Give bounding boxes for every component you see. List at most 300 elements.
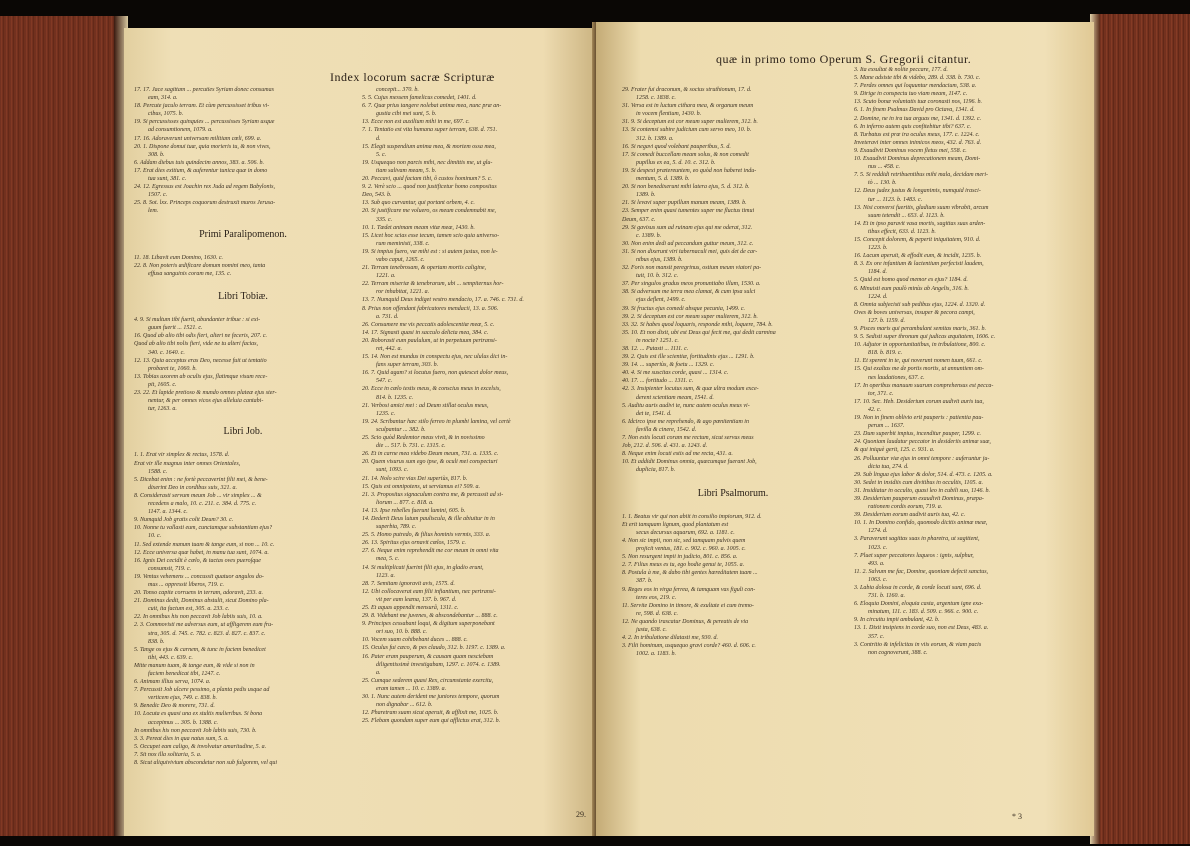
index-entry-line: 3. 3. Pereat dies in qua natus sum, 5. a.: [134, 735, 229, 742]
index-entry-line: 17. Si comedi buccellam meam solus, & non comedit: [622, 151, 749, 158]
index-entry-line: projicit ventus, 181. c. 902. c. 960. a. 1005. c.: [636, 546, 746, 553]
index-entry-line: 19. 24. Scribantur hæc stilo ferreo in plumbi lamina, vel certè: [362, 418, 511, 425]
index-entry-line: 11. Servite Domino in timore, & exultate ei cum tremo-: [622, 602, 754, 609]
index-entry-line: suum tetendit ... 653. d. 1123. b.: [868, 212, 945, 219]
index-entry-line: 14. 13. Ipse rebelles fuerunt lumini, 605. b.: [362, 507, 466, 514]
index-entry-line: rationem cordis eorum, 719. a.: [868, 504, 943, 511]
index-entry-line: 26. 13. Spiritus ejus ornavit cœlos, 1579. c.: [362, 540, 466, 547]
index-entry-line: 39. Si fructus ejus comedi absque pecunia, 1499. c.: [622, 305, 745, 312]
index-entry-line: tur, 1263. a.: [148, 406, 177, 413]
index-entry-line: 11. Et sperent in te, qui noverunt nomen tuum, 661. c.: [854, 358, 983, 365]
index-entry-line: [134, 308, 352, 316]
index-entry-line: 9. 5. Sedisti super thronum qui judicas æquitatem, 1606. c.: [854, 334, 996, 341]
index-entry-line: 3. Paraverunt sagittas suas in pharetra, ut sagittent,: [854, 536, 980, 543]
right-page-edges: [1090, 14, 1190, 844]
index-entry-line: [134, 278, 352, 286]
index-entry-line: 11. 18. Libavit eum Domino, 1630. c.: [134, 254, 224, 261]
index-entry-line: fans super terram, 303. b.: [376, 362, 439, 369]
index-entry-line: cibus, 1075. b.: [148, 111, 184, 118]
index-entry-line: 1507. c.: [148, 192, 168, 199]
index-entry-line: 21. Terram tenebrosam, & opertam mortis caligine,: [362, 265, 487, 272]
index-entry-line: 1224. d.: [868, 293, 888, 300]
index-entry-line: nibus ejus, 1389. b.: [636, 256, 683, 263]
index-entry-line: 1. 1. Erat vir simplex & rectus, 1578. d.: [134, 452, 230, 459]
index-entry-line: 20. Tonso capite corruens in terram, adoravit, 233. a.: [134, 590, 263, 597]
index-entry-line: 838. b.: [148, 638, 165, 645]
index-entry-line: 1258. c. 1838. c.: [636, 95, 676, 102]
index-entry-line: 39. 2. Si deceptum est cor meum super mulierem, 312. b.: [622, 313, 758, 320]
index-entry-line: non dignabar ... 612. b.: [376, 702, 433, 709]
index-entry-line: sculpantur ... 382. b.: [376, 426, 426, 433]
index-entry-line: 15. Licet hoc scias esse tecum, tamen scio quia universo-: [362, 232, 500, 239]
index-entry-line: 5. Quid est homo quod memor es ejus? 1184. d.: [854, 277, 968, 284]
index-entry-line: 19. Si percussisses quinquies ... percussisses Syriam usque: [134, 119, 275, 126]
index-entry-line: 28. 7. Semitam ignoravit avis, 1575. d.: [362, 580, 455, 587]
index-entry-line: 29. Frater fui draconum, & socius struthionum, 17. d.: [622, 87, 752, 93]
index-entry-line: 32. Foris non mansit peregrinus, ostium meum viatori pa-: [622, 265, 762, 272]
index-entry-line: 12. Pharetram suam sicut aperuit, & afflixit me, 1025. b.: [362, 710, 499, 717]
index-entry-line: 10. c.: [148, 533, 162, 540]
index-entry-line: mea, 5. c.: [376, 556, 400, 563]
index-entry-line: 1. 1. Beatus vir qui non abiit in consilio impiorum, 912. d.: [622, 513, 762, 520]
index-entry-line: Oves & boves universas, insuper & pecora campi,: [854, 309, 975, 316]
index-entry-line: 5. Non resurgent impii in judicio, 801. c. 856. a.: [622, 554, 738, 561]
index-entry-line: 25. 5. Homo putredo, & filius hominis vermis, 333. a.: [362, 532, 491, 539]
index-entry-line: 814. b. 1235. c.: [376, 394, 414, 401]
left-running-head: Index locorum sacræ Scripturæ: [330, 70, 495, 84]
index-entry-line: 2. Domine, ne in ira tua arguas me, 1341. d. 1392. c.: [854, 115, 982, 122]
index-entry-line: 10. Adjutor in opportunitatibus, in tribulatione, 800. c.: [854, 342, 986, 349]
index-entry-line: concepit... 370. b.: [376, 87, 419, 93]
index-entry-line: tuit, 10. b. 312. c.: [636, 273, 679, 280]
index-entry-line: re, 598. d. 638. c.: [636, 610, 678, 617]
index-entry-line: 5. Auditu auris audivi te, nunc autem oculus meus vi-: [622, 402, 750, 409]
index-entry-line: 39. Desiderium eorum audivit auris tua, 42. c.: [854, 512, 966, 519]
index-entry-line: 7. 5. Si reddidi retribuentibus mihi mala, decidam meri-: [854, 172, 989, 179]
index-entry-line: 25. Et aquas appendit mensurâ, 1311. c.: [362, 605, 459, 611]
index-entry-line: tibus effecit, 633. d. 1123. b.: [868, 228, 936, 235]
index-entry-line: superbia, 789. c.: [376, 524, 417, 531]
index-entry-line: gustia cibi mei sunt, 5. b.: [376, 111, 437, 118]
index-entry-line: Mitte manum tuam, & tange eum, & vide si non in: [134, 662, 255, 669]
section-heading: Libri Job.: [223, 426, 263, 438]
index-entry-line: 1184. d.: [868, 269, 888, 276]
index-entry-line: 42. 3. Insipienter locutus sum, & quæ ultra modum exce-: [622, 386, 759, 393]
section-heading: Libri Tobiæ.: [218, 291, 268, 303]
index-entry-line: 8. Postula à me, & dabo tibi gentes hæreditatem tuam ...: [622, 570, 758, 577]
index-entry-line: c. 1389. b.: [636, 232, 662, 239]
index-entry-line: 10. 1. In Domino confido, quomodo dicitis animæ meæ,: [854, 520, 988, 527]
section-heading: Libri Psalmorum.: [697, 487, 769, 499]
index-entry-line: d.: [376, 135, 381, 142]
index-entry-line: 312. b. 1389. a.: [636, 135, 674, 142]
index-entry-line: 19. Ventus vehemens ... concussit quatuor angulos do-: [134, 573, 264, 580]
index-entry-line: 14. Dederit Deus lutum pauliscula, & ille abiuitur in in: [362, 515, 495, 522]
index-entry-line: 17. 16. Adoraverunt universam militiam cœli, 699. a.: [134, 135, 262, 142]
index-entry-line: 357. c.: [868, 633, 885, 640]
index-entry-line: 25. 8. Sot. lxx. Princeps coquorum destruxit muros Jerusa-: [134, 200, 276, 207]
index-entry-line: ori suo, 10. b. 888. c.: [376, 629, 427, 636]
index-entry-line: cuit, ita factum est, 305. a. 233. c.: [148, 606, 230, 613]
index-entry-line: 13. Ecce non est auxilium mihi in me, 697. c.: [362, 119, 470, 126]
index-entry-line: 27. 6. Neque enim reprehendit me cor meum in omni vita: [362, 548, 499, 555]
index-entry-line: 6. In inferno autem quis confitebitur tibi? 637. c.: [854, 123, 972, 130]
index-entry-line: 21. Dominus dedit, Dominus abstulit, sicut Domino pla-: [134, 598, 269, 605]
index-entry-line: 15. Elegit suspendium anima mea, & mortem ossa mea,: [362, 143, 496, 150]
index-entry-line: [622, 475, 844, 483]
index-entry-line: 8. Considerasti servum meum Job ... vir simplex ... &: [134, 492, 262, 499]
index-entry-line: 14. Et in ipso paravit vasa mortis, sagittas suas arden-: [854, 220, 986, 227]
index-entry-line: 19. Si impius fuero, væ mihi est : si autem justus, non le-: [362, 248, 498, 255]
index-entry-line: 9. Reges eos in virga ferrea, & tamquam vas figuli con-: [622, 586, 756, 593]
index-entry-line: a. 731. d.: [376, 313, 399, 320]
index-entry-line: 25. Flebam quondam super eum qui afflictus erat, 312. b.: [362, 718, 501, 725]
index-entry-line: 1221. a.: [376, 273, 396, 280]
index-entry-line: consumsit, 719. c.: [148, 565, 192, 572]
index-entry-line: ejus deflent, 1499. c.: [636, 297, 686, 304]
index-entry-line: 12. Ne quando irascatur Dominus, & pereatis de via: [622, 618, 749, 625]
index-entry-line: 15. Qui exaltas me de portis mortis, ut annuntiem om-: [854, 366, 984, 373]
index-entry-line: die ... 517. b. 731. c. 1315. c.: [376, 443, 446, 450]
index-entry-line: 8. Turbatus est præ ira oculus meus, 177. c. 1224. c.: [854, 131, 980, 138]
index-entry-line: 16. 7. Quid agam? si locutus fuero, non quiescet dolor meus,: [362, 370, 509, 377]
index-entry-line: vabo caput, 1265. c.: [376, 256, 425, 263]
index-entry-line: 1274. d.: [868, 528, 888, 535]
index-entry-line: 7. Non estis locuti coram me rectum, sicut servus meus: [622, 435, 754, 442]
index-entry-line: 22. Terram miseriæ & tenebrarum, ubi ... sempiternus hor-: [362, 281, 504, 288]
index-entry-line: derent scientiam meam, 1541. d.: [636, 394, 714, 401]
index-entry-line: 10. Et addidit Dominus omnia, quæcumque fuerant Job,: [622, 459, 757, 466]
index-entry-line: 387. b.: [636, 578, 653, 585]
index-entry-line: 340. c. 1640. c.: [148, 349, 185, 356]
index-entry-line: 10. 1. Tædet animam meam vitæ meæ, 1430. b.: [362, 224, 475, 231]
index-entry-line: 24. 12. Egressus est Joachin rex Juda ad regem Babylonis,: [134, 184, 275, 191]
index-entry-line: 25. Cumque sederem quasi Rex, circumstante exercitu,: [362, 677, 494, 684]
index-entry-line: probaret te, 1060. b.: [148, 365, 197, 372]
index-entry-line: 3. Filii hominum, usquequo gravi corde? 460. d. 606. c.: [622, 643, 756, 650]
index-entry-line: pupillus ex ea, 5. d. 10. c. 312. b.: [636, 159, 716, 166]
index-entry-line: 15. Quis est omnipotens, ut serviamus ei? 509. a.: [362, 483, 480, 490]
index-entry-line: Job, 212. d. 506. d. 431. a. 1243. d.: [622, 443, 708, 450]
index-entry-line: 13. Scuto bonæ voluntatis tuæ coronasti nos, 1196. b.: [854, 99, 983, 106]
index-entry-line: ad consumtionem, 1079. a.: [148, 127, 213, 134]
index-entry-line: 1063. c.: [868, 576, 888, 583]
index-entry-line: 3. Contritio & infelicitas in viis eorum, & viam pacis: [854, 641, 982, 648]
index-entry-line: 17. 17. Jace sagittam ... percuties Syriam donec consumas: [134, 87, 274, 93]
index-entry-line: verticem ejus, 749. c. 838. b.: [148, 695, 217, 702]
index-entry-line: 5. Occupet eam caligo, & involvatur amaritudine, 5. a.: [134, 743, 267, 750]
index-entry-line: 21. Si levavi super pupillum manum meam, 1389. b.: [622, 200, 747, 207]
index-entry-line: 11. Sed extende manum tuam & tange eum, si non ... 10. c.: [134, 541, 275, 548]
left-column-2: [362, 86, 586, 725]
index-entry-line: secus decursus aquarum, 692. a. 1181. c.: [636, 529, 735, 536]
left-page: [124, 28, 600, 836]
index-entry-line: 4. 2. In tribulatione dilatasti me, 930. d.: [622, 635, 718, 642]
index-entry-line: 9. 2. Verè scio ... quod non justificetur homo compositus: [362, 184, 497, 191]
index-entry-line: stra, 305. d. 745. c. 782. c. 823. d. 827. c. 837. c.: [148, 630, 266, 637]
index-entry-line: 11. 2. Salvum me fac, Domine, quoniam defecit sanctus,: [854, 568, 989, 575]
index-entry-line: 17. 10. Sec. Heb. Desiderium corum audivit auris tua,: [854, 398, 984, 405]
index-entry-line: Deum, 637. c.: [622, 216, 656, 223]
index-entry-line: justa, 638. c.: [636, 627, 667, 633]
index-entry-line: nes laudationes, 637. c.: [868, 374, 925, 381]
index-entry-line: dixerint Deo in cordibus suis, 321. a.: [148, 484, 237, 491]
index-entry-line: 10. Vocem suam cohibebant duces ... 888. c.: [362, 637, 468, 644]
index-entry-line: 7. Sit nox illa solitaria, 5. a.: [134, 751, 202, 758]
index-entry-line: [134, 413, 352, 421]
index-entry-line: dicia tua, 274. d.: [868, 463, 909, 470]
index-entry-line: 13. 7. Numquid Deus indiget vestro mendacio, 17. a. 746. c. 731. d.: [362, 297, 524, 304]
index-entry-line: 40. 4. Si me suscitas corde, quasi ... 1314. c.: [622, 370, 729, 377]
index-entry-line: 335. c.: [376, 216, 393, 223]
index-entry-line: 9. Principes cessabant loqui, & digitum superponebant: [362, 621, 495, 628]
index-entry-line: 17. In operibus manuum suarum comprehensus est pecca-: [854, 382, 994, 389]
index-entry-line: 4. Non sic impii, non sic, sed tamquam pulvis quem: [622, 537, 746, 544]
index-entry-line: [134, 443, 352, 451]
index-entry-line: 23. Semper enim quasi tumentes super me fluctus timui: [622, 208, 755, 215]
index-entry-line: 30. Non enim dedi ad peccandum guttur meum, 312. c.: [622, 240, 754, 247]
index-entry-line: 39. Desiderium pauperum exaudivit Dominus, præpa-: [854, 495, 984, 502]
index-entry-line: faciem benedicat tibi, 1247. c.: [148, 671, 221, 677]
index-entry-line: 6. Eloquia Domini, eloquia casta, argentum igne exa-: [854, 601, 984, 608]
index-entry-line: 20. Quem visurus sum ego ipse, & oculi mei conspecturi: [362, 459, 498, 466]
index-entry-line: 17. Erat dies exitium, & auferentur tunica quæ in domo: [134, 167, 268, 174]
right-column-1: [622, 86, 844, 658]
index-entry-line: 31. Si non dixerunt viri tabernaculi mei, quis det de car-: [622, 248, 758, 255]
index-entry-line: tur ... 1123. b. 1483. c.: [868, 196, 923, 203]
index-entry-line: 19. Non in finem oblivio erit pauperis : patientia pau-: [854, 415, 984, 422]
index-entry-line: 5. c.: [376, 151, 387, 158]
index-entry-line: 6. Minuisti eum paulò minùs ab Angelis, 316. b.: [854, 285, 969, 292]
index-entry-line: lem.: [148, 208, 159, 215]
index-entry-line: 21. 3. Propositus signaculum contra me, & percussit ad si-: [362, 491, 504, 498]
index-entry-line: ret, 442. a.: [376, 346, 402, 352]
index-entry-line: 8. Neque enim locuti estis ad me recta, 431. a.: [622, 451, 733, 458]
index-entry-line: in vocem flentium, 1430. b.: [636, 111, 702, 118]
index-entry-line: 16. Si negavi quod volebant pauperibus, 5. d.: [622, 143, 731, 150]
index-entry-line: favilla & cinere, 1542. d.: [636, 426, 697, 433]
index-entry-line: 9. Benedic Deo & morere, 731. d.: [134, 703, 215, 710]
index-entry-line: duplicia, 817. b.: [636, 467, 676, 474]
index-entry-line: [134, 246, 352, 254]
index-entry-line: 1223. b.: [868, 245, 888, 252]
index-entry-line: tò ... 130. b.: [868, 180, 897, 187]
index-entry-line: & qui iniquè gerit, 125. c. 931. a.: [854, 447, 935, 454]
index-entry-line: 39. 2. Quis est ille scientiæ, fortitudinis ejus ... 1291. b.: [622, 354, 755, 361]
index-entry-line: 16. Lacum aperuit, & effodit eum, & incidit, 1235. b.: [854, 253, 982, 260]
index-entry-line: 35. 10. Et non dixit, ubi est Deus qui fecit me, qui dedit carmina: [622, 329, 776, 336]
index-entry-line: 731. b. 1160. a.: [868, 593, 906, 600]
index-entry-line: 4. 9. Si multum tibi fuerit, abundanter tribue : si exi-: [134, 317, 261, 324]
index-entry-line: 31. Versa est in luctum cithara mea, & organum meum: [622, 103, 754, 110]
index-entry-line: 1389. b.: [636, 192, 656, 199]
index-entry-line: 7. Pluet super peccatores laqueos : ignis, sulphur,: [854, 552, 974, 559]
index-entry-line: det te, 1541. d.: [636, 410, 672, 417]
index-entry-line: In omnibus his non peccavit Job labiis suis, 730. b.: [134, 727, 257, 734]
left-page-number: 29.: [576, 810, 586, 819]
index-entry-line: 10. Nonne tu vallasti eum, cunctamque substantiam ejus?: [134, 525, 273, 532]
index-entry-line: 20. Roborasti eum paululum, ut in perpetuum pertransi-: [362, 337, 497, 344]
index-entry-line: accepimus ... 305. b. 1388. c.: [148, 719, 218, 726]
index-entry-line: 23. Dum superbit impius, incenditur pauper, 1299. c.: [854, 431, 981, 438]
index-entry-line: 8. Sicut aliquivivium abscondetur non sub fulgorem, vel qui: [134, 760, 278, 767]
index-entry-line: 30. 1. Nunc autem derident me juniores tempore, quorum: [362, 694, 500, 701]
index-entry-line: 1147. a. 1344. c.: [148, 509, 188, 516]
index-entry-line: vit per eam leæna, 137. b. 967. d.: [376, 596, 457, 603]
index-entry-line: 5. Tange os ejus & carnem, & tunc in faciem benedicet: [134, 646, 266, 653]
index-entry-line: 6. 7. Quæ prius tangere nolebat anima mea, nunc præ an-: [362, 103, 502, 110]
index-entry-line: 21. Verbosi amici mei : ad Deum stillat oculus meus,: [362, 402, 489, 409]
index-entry-line: 29. Si gavisus sum ad ruinam ejus qui me oderat, 312.: [622, 224, 753, 231]
index-entry-line: 19. Usquequo non parcis mihi, nec dimittis me, ut glu-: [362, 159, 493, 166]
index-entry-line: 42. c.: [868, 406, 882, 413]
index-entry-line: 26. Polluuntur viæ ejus in omni tempore : auferuntur ju-: [854, 455, 990, 462]
index-entry-line: 29. 8. Videbant me juvenes, & abscondebantur ... 888. c.: [362, 613, 498, 620]
index-entry-line: liorum ... 877. c. 818. a.: [376, 499, 434, 506]
index-entry-line: 818. b. 819. c.: [868, 350, 903, 357]
index-entry-line: 13. Sub quo curvantur, qui portant orbem, 4. c.: [362, 200, 475, 207]
index-entry-line: diligentissimè investigabam, 1297. c. 1074. c. 1389.: [376, 661, 501, 668]
index-entry-line: 6. Addam diebus tuis quindecim annos, 383. a. 506. b.: [134, 159, 265, 166]
index-entry-line: 2. 3. Commovisti me adversus eum, ut affligerem eum fru-: [134, 622, 274, 629]
index-entry-line: 127. b. 1159. d.: [868, 317, 906, 324]
index-entry-line: 18. Percute jaculo terram. Et cùm percussisset tribus vi-: [134, 103, 270, 110]
index-entry-line: 9. Dirige in conspectu tuo viam meam, 1147. c.: [854, 91, 968, 98]
index-entry-line: 10. Exaudivit Dominus deprecationem meam, Domi-: [854, 156, 981, 163]
index-entry-line: 14. Si multiplicati fuerint filii ejus, in gladio erunt,: [362, 564, 484, 571]
right-page: [596, 22, 1094, 836]
index-entry-line: 308. b.: [148, 151, 165, 158]
index-entry-line: 23. 22. Et lapide pretioso & mundo omnes plateæ ejus ster-: [134, 390, 277, 396]
index-entry-line: 20. Si justificare me voluero, os meum condemnabit me,: [362, 208, 497, 215]
index-entry-line: tua sunt, 381. c.: [148, 176, 187, 183]
index-entry-line: 13. Nisi conversi fueritis, gladium suum vibrabit, arcum: [854, 204, 989, 211]
index-entry-line: 2. 7. Filius meus es tu, ego hodie genui te, 1055. a.: [622, 562, 745, 569]
index-entry-line: teres eos, 219. c.: [636, 594, 677, 601]
index-entry-line: eram tamen ... 10. c. 1389. a.: [376, 685, 447, 692]
left-column-1: [134, 86, 352, 767]
index-entry-line: 9. In circuitu impii ambulant, 42. b.: [854, 617, 940, 624]
index-entry-line: 21. 14. Nolo scire vias Dei superiùs, 817. b.: [362, 475, 468, 482]
section-heading: Primi Paralipomenon.: [199, 228, 287, 240]
index-entry-line: 1002. a. 1183. b.: [636, 651, 677, 658]
index-entry-line: 1588. c.: [148, 468, 168, 475]
index-entry-line: 24. Quoniam laudatur peccator in desideriis animæ suæ,: [854, 439, 991, 446]
index-entry-line: 38. Si adversum me terra mea clamat, & cum ipsa sulci: [622, 289, 756, 296]
index-entry-line: ror inhabitat, 1221. a.: [376, 289, 430, 296]
index-entry-line: 31. 9. Si deceptum est cor meum super mulierem, 312. b.: [622, 119, 758, 126]
index-entry-line: nentur, & per omnes vicos ejus alleluia cantabi-: [148, 398, 264, 405]
index-entry-line: 15. Oculus fui cæco, & pes claudo, 312. b. 1197. c. 1389. a.: [362, 645, 506, 652]
index-entry-line: 20. Peccavi, quid faciam tibi, ô custos hominum? 5. c.: [362, 176, 492, 183]
index-entry-line: 12. Ubi collocaverat eam filii infiantium, nec pertransi-: [362, 588, 496, 595]
index-entry-line: recedens a malo, 10. c. 211. c. 384. d. 775. c.: [148, 501, 257, 508]
index-entry-line: 38. 12. ... Putasti ... 1111. c.: [622, 346, 689, 352]
index-entry-line: 5. Dicebat enim : ne fortè peccaverint filii mei, & bene-: [134, 476, 268, 483]
index-entry-line: effusa sanguinis coram me, 135. c.: [148, 270, 232, 277]
index-entry-line: 493. a.: [868, 560, 885, 567]
index-entry-line: 13. Tobias uxorem ab oculis ejus, flatimque visum rece-: [134, 373, 268, 380]
index-entry-line: 7. Perdes omnes qui loquuntur mendacium, 538. a.: [854, 83, 977, 90]
index-entry-line: 12. Deus judex justus & longanimis, numquid irasci-: [854, 188, 981, 195]
index-entry-line: [134, 216, 352, 224]
index-entry-line: 1023. c.: [868, 544, 888, 551]
index-entry-line: 8. Omnia subjecisti sub pedibus ejus, 1224. d. 1320. d.: [854, 301, 986, 308]
index-entry-line: 1235. c.: [376, 410, 396, 417]
index-entry-line: tiam salivam meam, 5. b.: [376, 167, 437, 174]
index-entry-line: tibi, 443. c. 639. c.: [148, 654, 193, 661]
index-entry-line: Erat vir ille magnus inter omnes Orientales,: [134, 460, 241, 467]
index-entry-line: mus ... oppressit liberos, 719. c.: [148, 581, 225, 588]
index-entry-line: [622, 505, 844, 513]
index-entry-line: pit, 1605. c.: [148, 381, 177, 388]
index-entry-line: guum fuerit ... 1521. c.: [148, 325, 203, 332]
index-entry-line: 1123. a.: [376, 572, 396, 579]
index-entry-line: 22. 8. Non poteris ædificare domum nomini meo, tanta: [134, 262, 266, 269]
index-entry-line: 26. Et in carne mea videbo Deum meum, 731. a. 1335. c.: [362, 451, 499, 458]
index-entry-line: 19. Si despexi prætereuntem, eo quòd non haberet indu-: [622, 167, 757, 174]
index-entry-line: 29. Sub lingua ejus labor & dolor, 514. d. 473. c. 1205. a.: [854, 471, 993, 478]
index-entry-line: 25. Scio quòd Redemtor meus vivit, & in novissimo: [362, 435, 485, 442]
signature-mark: * 3: [1012, 812, 1022, 821]
index-entry-line: 20. Si non benedixerunt mihi latera ejus, 5. d. 312. b.: [622, 184, 750, 191]
index-entry-line: mentum, 5. d. 1389. b.: [636, 176, 690, 183]
index-entry-line: rum meministi, 338. c.: [376, 240, 430, 247]
right-column-2: [854, 66, 1080, 657]
index-entry-line: 10. Locuta es quasi una ex stultis mulieribus. Si bona: [134, 711, 263, 718]
index-entry-line: 12. Ecce universa quæ habet, in manu tua sunt, 1074. a.: [134, 549, 269, 556]
index-entry-line: sunt, 1093. c.: [376, 467, 409, 474]
index-entry-line: tor, 371. c.: [868, 390, 894, 397]
left-page-edges: [0, 16, 128, 836]
index-entry-line: 30. Sedet in insidiis cum divitibus in occultis, 1105. a.: [854, 479, 984, 486]
index-entry-line: a.: [376, 669, 381, 676]
index-entry-line: nus ... 458. c.: [868, 164, 900, 171]
index-entry-line: 40. 17. ... fortitudo ... 1311. c.: [622, 378, 694, 385]
index-entry-line: 547. c.: [376, 378, 393, 385]
index-entry-line: 5. 5. Cujus messem famelicus comedet, 1401. d.: [362, 95, 477, 102]
index-entry-line: perum ... 1637.: [868, 423, 905, 430]
index-entry-line: eam, 314. a.: [148, 95, 178, 102]
index-entry-line: 14. 17. Signasti quasi in sacculo delicta mea, 384. c.: [362, 329, 489, 336]
index-entry-line: Quod ab alio tibi nolis fieri, vide ne tu alteri facias,: [134, 341, 258, 348]
index-entry-line: 6. Idcirco ipse me reprehendo, & ago pœnitentiam in: [622, 418, 749, 425]
index-entry-line: Et erit tamquam lignum, quod plantatum est: [622, 521, 729, 528]
right-running-head: quæ in primo tomo Operum S. Gregorii citantur.: [716, 52, 972, 66]
index-entry-line: 16. Ignis Dei cecidit è cœlo, & tactas oves pueroſque: [134, 557, 261, 564]
index-entry-line: 39. 14. ... superiùs, & foetu ... 1329. c.: [622, 362, 715, 369]
index-entry-line: 6. Animam illius serva, 1074. a.: [134, 679, 211, 686]
index-entry-line: 12. 13. Quia acceptus eras Deo, necesse fuit ut tentatio: [134, 357, 267, 364]
index-entry-line: 15. Concepit dolorem, & peperit iniquitatem, 910. d.: [854, 236, 981, 243]
index-entry-line: 33. 32. Si habes quod loquaris, responde mihi, loquere, 784. b.: [622, 321, 773, 328]
index-entry-line: 37. Per singulos gradus meos pronuntiabo illum, 1530. a.: [622, 281, 761, 288]
index-entry-line: 22. In omnibus his non peccavit Job labiis suis, 10. a.: [134, 614, 263, 621]
index-entry-line: 20. 1. Dispone domui tuæ, quia morieris tu, & non vives,: [134, 143, 271, 150]
index-entry-line: 8. 3. Ex ore infantium & lactentium perfecisti laudem,: [854, 261, 984, 268]
index-entry-line: 31. Insidiatur in occulto, quasi leo in cubili suo, 1146. b.: [854, 487, 991, 494]
index-entry-line: non cognoverunt, 388. c.: [868, 649, 928, 656]
index-entry-line: 13. 1. Dixit insipiens in corde suo, non est Deus, 483. a.: [854, 625, 989, 632]
index-entry-line: 9. Numquid Job gratis colit Deum? 30. c.: [134, 517, 234, 524]
index-entry-line: 7. 1. Tentatio est vita humana super terram, 638. d. 751.: [362, 127, 498, 134]
index-entry-line: Inveteravi inter omnes inimicos meos, 432. d. 763. d.: [854, 139, 982, 146]
index-entry-line: 9. Exaudivit Dominus vocem fletus mei, 558. c.: [854, 147, 967, 154]
index-entry-line: 8. Prius non offendant fabricatores mendacii, 13. a. 506.: [362, 305, 499, 312]
index-entry-line: 6. 1. In finem Psalmus David pro Octava, 1341. d.: [854, 107, 975, 114]
index-entry-line: Deo, 543. b.: [362, 192, 392, 199]
index-entry-line: 5. Mane adsiste tibi & videbo, 289. d. 338. b. 730. c.: [854, 75, 981, 82]
